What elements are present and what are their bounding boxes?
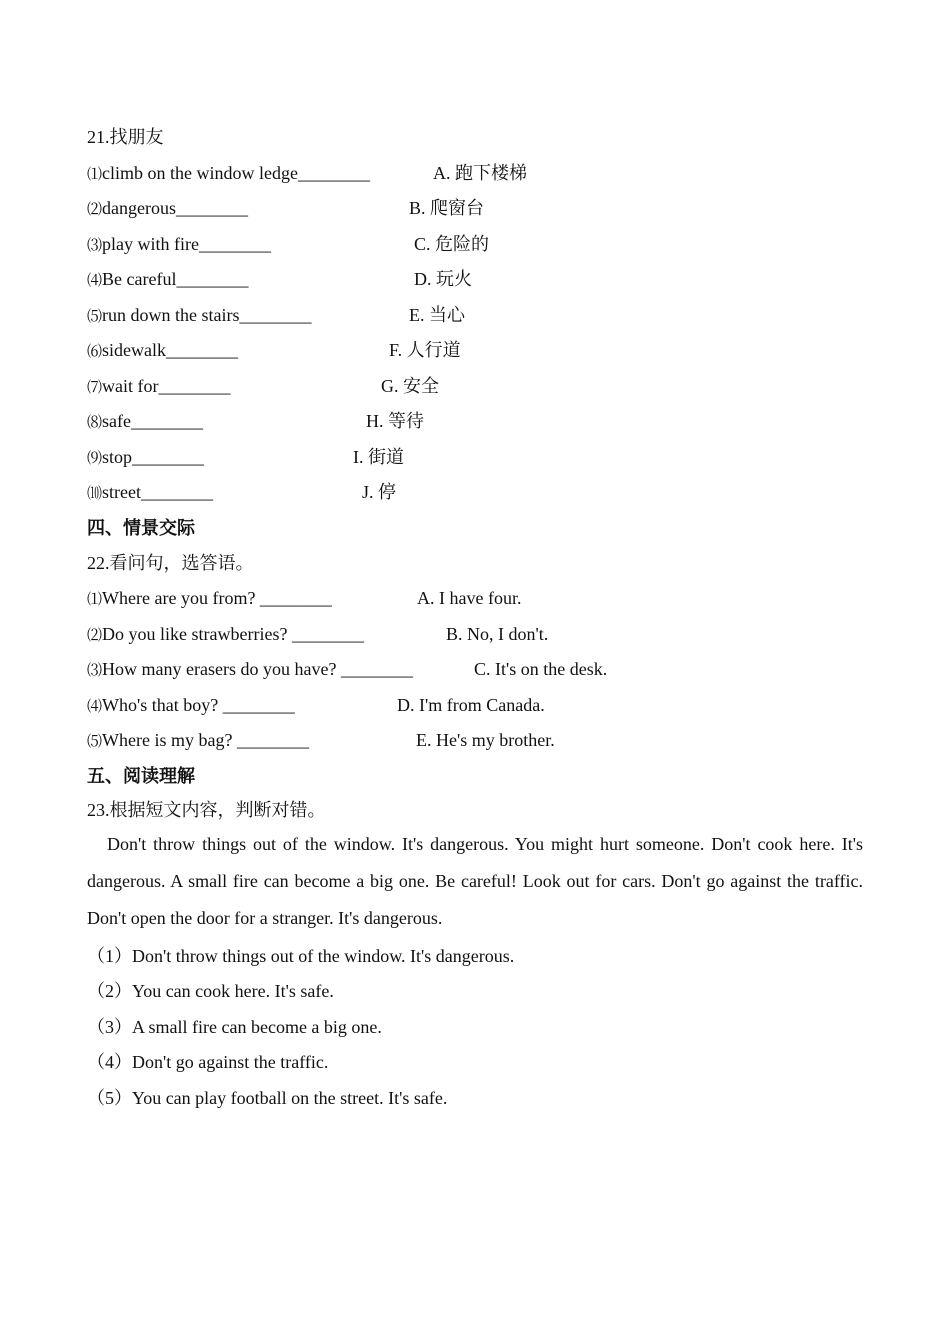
- q21-option-j: J. 停: [362, 482, 397, 502]
- reading-passage: Don't throw things out of the window. It's dangerous. You might hurt someone. Don't cook here. It's dangerous. A small fire can become a big one. Be careful! Look out for cars. Don't go against the traffic. Don't open the door for a stranger. It's dangerous.: [87, 834, 863, 928]
- q22-title: 22.看问句，选答语。: [87, 553, 254, 573]
- q23-statement-4: （4）Don't go against the traffic.: [87, 1052, 329, 1072]
- q23-statement-1: （1）Don't throw things out of the window. It's dangerous.: [87, 946, 515, 966]
- item-text: dangerous________: [102, 198, 248, 218]
- q22-option-e: E. He's my brother.: [416, 730, 555, 750]
- q21-item-4: [87, 268, 248, 292]
- item-number: ⑹: [87, 344, 103, 360]
- q21-title: 21.找朋友: [87, 127, 164, 147]
- item-number: ⑷: [87, 699, 103, 715]
- q22-item-5: [87, 729, 309, 753]
- item-number: ⑶: [87, 238, 103, 254]
- q23-statement-2: （2）You can cook here. It's safe.: [87, 981, 334, 1001]
- q22-option-a: A. I have four.: [417, 588, 522, 608]
- q22-item-3: [87, 658, 413, 682]
- item-text: Where is my bag? ________: [102, 730, 309, 750]
- item-number: ⑷: [87, 273, 103, 289]
- q21-option-h: H. 等待: [366, 411, 424, 431]
- item-number: ⑼: [87, 451, 103, 467]
- item-text: stop________: [102, 447, 205, 467]
- item-text: run down the stairs________: [102, 305, 312, 325]
- q21-option-e: E. 当心: [409, 305, 465, 325]
- item-number: ⑶: [87, 663, 103, 679]
- q22-item-2: [87, 623, 364, 647]
- q22-option-b: B. No, I don't.: [446, 624, 549, 644]
- section-4-heading: 四、情景交际: [87, 518, 195, 538]
- item-text: safe________: [102, 411, 203, 431]
- item-number: ⑵: [87, 202, 103, 218]
- item-text: Who's that boy? ________: [102, 695, 295, 715]
- q21-item-6: [87, 339, 238, 363]
- q21-item-9: [87, 446, 204, 470]
- q21-option-f: F. 人行道: [389, 340, 461, 360]
- item-text: How many erasers do you have? ________: [102, 659, 413, 679]
- q23-title: 23.根据短文内容，判断对错。: [87, 800, 326, 820]
- item-text: Do you like strawberries? ________: [102, 624, 364, 644]
- q21-option-i: I. 街道: [353, 447, 404, 467]
- item-number: ⑸: [87, 734, 103, 750]
- q22-option-c: C. It's on the desk.: [474, 659, 608, 679]
- q21-option-d: D. 玩火: [414, 269, 472, 289]
- item-text: sidewalk________: [102, 340, 238, 360]
- item-number: ⑴: [87, 167, 103, 183]
- q22-option-d: D. I'm from Canada.: [397, 695, 545, 715]
- q21-option-b: B. 爬窗台: [409, 198, 485, 218]
- q21-item-7: [87, 375, 231, 399]
- item-number: ⑻: [87, 415, 103, 431]
- item-text: street________: [102, 482, 213, 502]
- item-text: play with fire________: [102, 234, 271, 254]
- q21-item-2: [87, 197, 248, 221]
- item-number: ⑴: [87, 592, 103, 608]
- q21-item-3: [87, 233, 271, 257]
- q21-option-g: G. 安全: [381, 376, 439, 396]
- q21-option-a: A. 跑下楼梯: [433, 163, 527, 183]
- q21-item-8: [87, 410, 203, 434]
- q21-item-5: [87, 304, 312, 328]
- item-number: ⑺: [87, 380, 103, 396]
- q23-statement-5: （5）You can play football on the street. It's safe.: [87, 1088, 448, 1108]
- q21-item-10: [87, 481, 213, 505]
- item-text: wait for________: [102, 376, 231, 396]
- q22-item-4: [87, 694, 295, 718]
- item-text: climb on the window ledge________: [102, 163, 370, 183]
- q21-item-1: [87, 162, 370, 186]
- section-5-heading: 五、阅读理解: [87, 766, 195, 786]
- item-text: Where are you from? ________: [102, 588, 332, 608]
- item-number: ⑵: [87, 628, 103, 644]
- q21-option-c: C. 危险的: [414, 234, 490, 254]
- q23-statement-3: （3）A small fire can become a big one.: [87, 1017, 382, 1037]
- q22-item-1: [87, 587, 332, 611]
- item-number: ⑽: [87, 486, 103, 502]
- item-number: ⑸: [87, 309, 103, 325]
- item-text: Be careful________: [102, 269, 249, 289]
